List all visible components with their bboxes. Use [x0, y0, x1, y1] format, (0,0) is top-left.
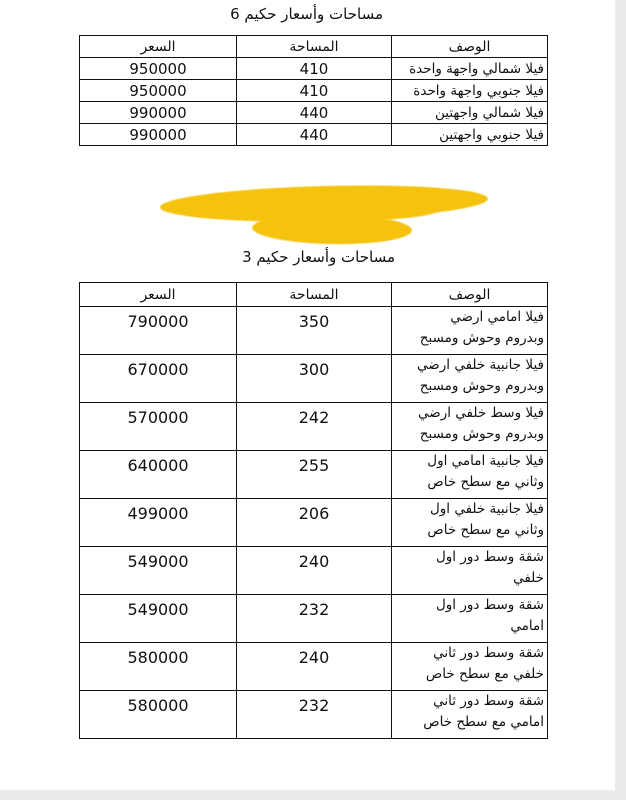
cell-price: 549000 — [80, 595, 237, 643]
price-table-hakeem-6 — [79, 35, 548, 146]
desc-line: شقة وسط دور ثاني — [433, 693, 544, 709]
desc-line: وبدروم وحوش ومسبح — [419, 426, 544, 442]
desc-line: وثاني مع سطح خاص — [427, 474, 544, 490]
cell-price: 950000 — [80, 58, 237, 80]
cell-desc — [392, 355, 548, 403]
table-row — [80, 355, 548, 403]
cell-area: 240 — [237, 547, 392, 595]
desc-line: شقة وسط دور اول — [435, 597, 544, 613]
desc-line: خلفي — [513, 570, 544, 586]
header-area: المساحة — [237, 36, 392, 58]
table-row — [80, 547, 548, 595]
desc-line: وبدروم وحوش ومسبح — [419, 330, 544, 346]
cell-price: 950000 — [80, 80, 237, 102]
table-row — [80, 124, 548, 146]
table-row — [80, 643, 548, 691]
cell-price: 640000 — [80, 451, 237, 499]
table1-title: مساحات وأسعار حكيم 6 — [230, 5, 383, 23]
cell-price: 990000 — [80, 124, 237, 146]
desc-line: امامي مع سطح خاص — [423, 714, 544, 730]
table-row — [80, 80, 548, 102]
cell-area: 206 — [237, 499, 392, 547]
header-price: السعر — [80, 283, 237, 307]
cell-price: 990000 — [80, 102, 237, 124]
cell-desc — [392, 691, 548, 739]
table-row — [80, 102, 548, 124]
cell-price: 580000 — [80, 691, 237, 739]
desc-line: شقة وسط دور ثاني — [433, 645, 544, 661]
desc-line: امامي — [510, 618, 544, 634]
desc-line: وبدروم وحوش ومسبح — [419, 378, 544, 394]
desc-line: شقة وسط دور اول — [435, 549, 544, 565]
cell-area: 240 — [237, 643, 392, 691]
cell-desc: فيلا جنوبي واجهتين — [392, 124, 548, 146]
table2-title: مساحات وأسعار حكيم 3 — [242, 248, 395, 266]
cell-desc: فيلا شمالي واجهة واحدة — [392, 58, 548, 80]
cell-area: 232 — [237, 595, 392, 643]
header-desc: الوصف — [392, 283, 548, 307]
cell-price: 499000 — [80, 499, 237, 547]
header-desc: الوصف — [392, 36, 548, 58]
table-row — [80, 307, 548, 355]
cell-area: 350 — [237, 307, 392, 355]
cell-price: 549000 — [80, 547, 237, 595]
cell-area: 440 — [237, 124, 392, 146]
cell-area: 242 — [237, 403, 392, 451]
cell-desc — [392, 499, 548, 547]
cell-desc — [392, 643, 548, 691]
desc-line: فيلا جانبية امامي اول — [427, 453, 544, 469]
table-header-row — [80, 283, 548, 307]
desc-line: وثاني مع سطح خاص — [427, 522, 544, 538]
table-row — [80, 403, 548, 451]
desc-line: فيلا وسط خلفي ارضي — [418, 405, 544, 421]
cell-area: 255 — [237, 451, 392, 499]
desc-line: خلفي مع سطح خاص — [425, 666, 544, 682]
table-header-row — [80, 36, 548, 58]
cell-desc — [392, 307, 548, 355]
cell-area: 232 — [237, 691, 392, 739]
cell-desc — [392, 547, 548, 595]
cell-area: 300 — [237, 355, 392, 403]
header-price: السعر — [80, 36, 237, 58]
table-row — [80, 58, 548, 80]
header-area: المساحة — [237, 283, 392, 307]
desc-line: فيلا جانبية خلفي اول — [429, 501, 544, 517]
cell-price: 790000 — [80, 307, 237, 355]
table-row — [80, 451, 548, 499]
price-table-hakeem-3 — [79, 282, 548, 739]
cell-desc: فيلا جنوبي واجهة واحدة — [392, 80, 548, 102]
cell-desc — [392, 451, 548, 499]
cell-price: 570000 — [80, 403, 237, 451]
desc-line: فيلا جانبية خلفي ارضي — [417, 357, 544, 373]
table-row — [80, 595, 548, 643]
cell-desc: فيلا شمالي واجهتين — [392, 102, 548, 124]
cell-desc — [392, 403, 548, 451]
table-row — [80, 499, 548, 547]
cell-desc — [392, 595, 548, 643]
cell-area: 410 — [237, 80, 392, 102]
cell-area: 440 — [237, 102, 392, 124]
cell-area: 410 — [237, 58, 392, 80]
table-row — [80, 691, 548, 739]
cell-price: 670000 — [80, 355, 237, 403]
desc-line: فيلا امامي ارضي — [450, 309, 544, 325]
cell-price: 580000 — [80, 643, 237, 691]
